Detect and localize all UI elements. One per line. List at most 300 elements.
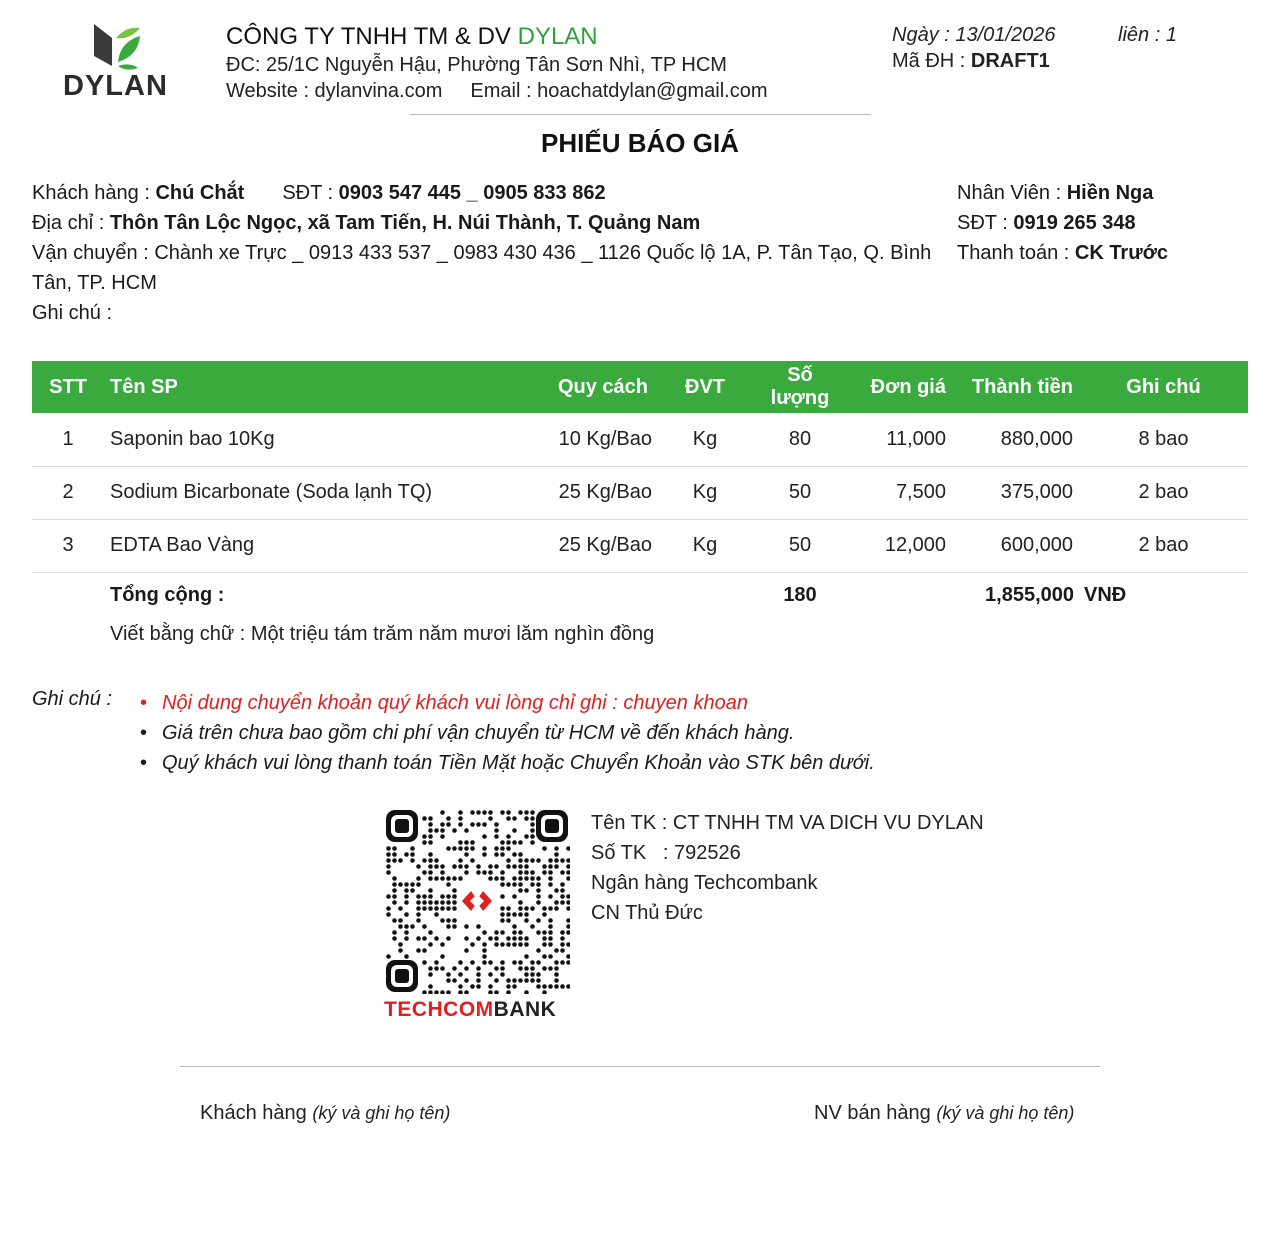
- qr-module: [530, 966, 535, 971]
- customer-name-value: Chú Chắt: [155, 182, 245, 204]
- qr-module: [428, 942, 433, 947]
- qr-module: [422, 924, 427, 929]
- qr-module: [548, 942, 553, 947]
- company-name: [226, 22, 768, 52]
- qr-module: [518, 882, 523, 887]
- qr-module: [398, 858, 403, 863]
- bank-branch: CN Thủ Đức: [591, 902, 703, 924]
- qr-module: [554, 858, 559, 863]
- qr-module: [512, 960, 517, 965]
- cell-note: 2 bao: [1079, 466, 1248, 519]
- qr-module: [536, 888, 541, 893]
- qr-module: [482, 810, 487, 815]
- company-email[interactable]: Email : hoachatdylan@gmail.com: [470, 80, 768, 102]
- qr-module: [410, 888, 415, 893]
- qr-module: [524, 864, 529, 869]
- qr-module: [392, 852, 397, 857]
- col-header-quantity: Số lượng: [770, 364, 830, 409]
- qr-module: [530, 858, 535, 863]
- qr-module: [506, 816, 511, 821]
- table-row: [32, 519, 1248, 572]
- qr-module: [392, 888, 397, 893]
- qr-module: [440, 822, 445, 827]
- qr-module: [470, 984, 475, 989]
- qr-module: [476, 936, 481, 941]
- qr-module: [428, 972, 433, 977]
- qr-module: [392, 930, 397, 935]
- qr-module: [494, 828, 499, 833]
- qr-module: [566, 960, 570, 965]
- qr-module: [440, 870, 445, 875]
- cell-unit: Kg: [658, 519, 752, 572]
- seller-signature-label: NV bán hàng: [814, 1102, 931, 1124]
- qr-module: [386, 912, 391, 917]
- qr-module: [392, 900, 397, 905]
- qr-module: [518, 852, 523, 857]
- qr-module: [404, 912, 409, 917]
- qr-module: [404, 954, 409, 959]
- qr-module: [392, 918, 397, 923]
- qr-module: [548, 870, 553, 875]
- qr-module: [512, 942, 517, 947]
- qr-module: [440, 900, 445, 905]
- qr-module: [494, 942, 499, 947]
- qr-module: [428, 834, 433, 839]
- qr-module: [452, 828, 457, 833]
- notes-label: Ghi chú :: [32, 688, 113, 710]
- qr-module: [536, 876, 541, 881]
- qr-module: [548, 930, 553, 935]
- qr-module: [422, 816, 427, 821]
- cell-unit: Kg: [658, 413, 752, 466]
- qr-module: [494, 978, 499, 983]
- qr-module: [452, 924, 457, 929]
- qr-module: [494, 852, 499, 857]
- table-header-row: [32, 361, 1248, 413]
- order-code-value: DRAFT1: [970, 50, 1050, 72]
- qr-module: [542, 864, 547, 869]
- qr-module: [494, 846, 499, 851]
- qr-module: [446, 924, 451, 929]
- qr-module: [554, 984, 559, 989]
- qr-module: [446, 894, 451, 899]
- qr-module: [554, 846, 559, 851]
- qr-module: [560, 930, 565, 935]
- customer-note-label: Ghi chú :: [32, 302, 113, 324]
- bank-logo-dark: BANK: [493, 998, 557, 1021]
- qr-module: [422, 960, 427, 965]
- qr-finder-top-left: [386, 810, 418, 842]
- qr-module: [488, 990, 493, 994]
- qr-module: [512, 840, 517, 845]
- qr-module: [422, 870, 427, 875]
- qr-module: [458, 858, 463, 863]
- company-header: [226, 22, 768, 104]
- qr-module: [434, 876, 439, 881]
- qr-module: [524, 906, 529, 911]
- table-row: [32, 466, 1248, 519]
- qr-module: [488, 816, 493, 821]
- qr-module: [458, 864, 463, 869]
- qr-module: [428, 888, 433, 893]
- staff-name-label: Nhân Viên :: [957, 182, 1062, 204]
- qr-module: [470, 840, 475, 845]
- payment-value: CK Trước: [1074, 242, 1169, 264]
- qr-module: [452, 900, 457, 905]
- qr-module: [554, 864, 559, 869]
- qr-module: [464, 936, 469, 941]
- qr-module: [488, 984, 493, 989]
- qr-module: [434, 912, 439, 917]
- customer-info: [32, 178, 932, 328]
- qr-module: [422, 900, 427, 905]
- cell-product: Saponin bao 10Kg: [104, 413, 548, 466]
- qr-module: [488, 972, 493, 977]
- qr-module: [524, 834, 529, 839]
- qr-module: [440, 894, 445, 899]
- qr-module: [524, 810, 529, 815]
- qr-module: [566, 894, 570, 899]
- qr-module: [524, 978, 529, 983]
- total-label: Tổng cộng :: [110, 584, 225, 606]
- qr-module: [422, 894, 427, 899]
- qr-module: [428, 906, 433, 911]
- qr-module: [554, 972, 559, 977]
- qr-module: [518, 966, 523, 971]
- qr-module: [524, 990, 529, 994]
- qr-module: [416, 876, 421, 881]
- qr-module: [506, 936, 511, 941]
- qr-module: [464, 846, 469, 851]
- qr-module: [482, 834, 487, 839]
- qr-module: [428, 870, 433, 875]
- total-quantity: 180: [783, 584, 817, 606]
- qr-module: [566, 906, 570, 911]
- qr-module: [440, 918, 445, 923]
- bank-name: Ngân hàng Techcombank: [591, 872, 818, 894]
- qr-module: [506, 882, 511, 887]
- qr-module: [530, 834, 535, 839]
- qr-module: [428, 828, 433, 833]
- col-header-product: Tên SP: [110, 375, 178, 398]
- qr-module: [512, 936, 517, 941]
- qr-module: [464, 864, 469, 869]
- col-header-amount: Thành tiền: [971, 375, 1073, 398]
- qr-module: [452, 906, 457, 911]
- order-code: [892, 48, 1050, 74]
- qr-module: [506, 846, 511, 851]
- qr-module: [560, 882, 565, 887]
- qr-module: [464, 948, 469, 953]
- qr-module: [392, 936, 397, 941]
- qr-module: [458, 972, 463, 977]
- qr-module: [506, 990, 511, 994]
- qr-module: [566, 900, 570, 905]
- qr-module: [560, 870, 565, 875]
- qr-module: [500, 972, 505, 977]
- qr-module: [500, 918, 505, 923]
- qr-module: [530, 840, 535, 845]
- qr-module: [566, 984, 570, 989]
- qr-module: [554, 906, 559, 911]
- qr-module: [542, 930, 547, 935]
- qr-module: [416, 900, 421, 905]
- qr-module: [524, 858, 529, 863]
- qr-module: [482, 942, 487, 947]
- qr-module: [488, 810, 493, 815]
- qr-module: [446, 906, 451, 911]
- qr-module: [488, 936, 493, 941]
- logo-text: DYLAN: [63, 70, 168, 102]
- qr-module: [542, 942, 547, 947]
- qr-module: [494, 966, 499, 971]
- qr-module: [524, 936, 529, 941]
- qr-module: [512, 984, 517, 989]
- cell-stt: 3: [32, 519, 104, 572]
- qr-module: [530, 972, 535, 977]
- qr-module: [476, 924, 481, 929]
- qr-module: [452, 894, 457, 899]
- qr-module: [548, 906, 553, 911]
- qr-module: [386, 954, 391, 959]
- qr-module: [524, 954, 529, 959]
- qr-module: [554, 960, 559, 965]
- qr-module: [536, 978, 541, 983]
- qr-module: [518, 936, 523, 941]
- qr-module: [500, 876, 505, 881]
- qr-module: [500, 846, 505, 851]
- bank-info: [591, 808, 984, 928]
- qr-module: [446, 918, 451, 923]
- qr-module: [530, 828, 535, 833]
- qr-module: [470, 942, 475, 947]
- qr-module: [530, 816, 535, 821]
- qr-module: [542, 966, 547, 971]
- shipping-line: [32, 238, 932, 298]
- qr-module: [554, 888, 559, 893]
- qr-module: [512, 912, 517, 917]
- qr-module: [488, 876, 493, 881]
- qr-module: [536, 972, 541, 977]
- qr-module: [512, 828, 517, 833]
- qr-module: [416, 918, 421, 923]
- qr-module: [500, 810, 505, 815]
- customer-name-label: Khách hàng :: [32, 182, 150, 204]
- qr-module: [566, 858, 570, 863]
- qr-module: [410, 858, 415, 863]
- qr-module: [458, 840, 463, 845]
- qr-module: [416, 864, 421, 869]
- qr-module: [566, 924, 570, 929]
- qr-module: [458, 990, 463, 994]
- col-header-spec: Quy cách: [557, 375, 649, 398]
- qr-module: [548, 924, 553, 929]
- bank-logo-red: TECHCOM: [384, 998, 494, 1021]
- qr-module: [506, 906, 511, 911]
- qr-module: [542, 912, 547, 917]
- signature-divider: [180, 1066, 1100, 1067]
- qr-module: [494, 864, 499, 869]
- qr-module: [530, 870, 535, 875]
- qr-module: [536, 930, 541, 935]
- qr-module: [476, 978, 481, 983]
- customer-phone-value: 0903 547 445 _ 0905 833 862: [338, 182, 606, 204]
- qr-module: [518, 906, 523, 911]
- qr-module: [542, 936, 547, 941]
- bank-account-name: Tên TK : CT TNHH TM VA DICH VU DYLAN: [591, 812, 984, 834]
- company-website[interactable]: Website : dylanvina.com: [226, 80, 443, 102]
- qr-module: [536, 960, 541, 965]
- qr-module: [500, 960, 505, 965]
- qr-module: [518, 870, 523, 875]
- qr-module: [434, 936, 439, 941]
- cell-spec: 25 Kg/Bao: [548, 466, 658, 519]
- qr-module: [422, 906, 427, 911]
- qr-module: [392, 894, 397, 899]
- qr-module: [566, 846, 570, 851]
- qr-module: [428, 990, 433, 994]
- qr-module: [440, 906, 445, 911]
- qr-module: [554, 966, 559, 971]
- qr-module: [500, 942, 505, 947]
- qr-module: [416, 906, 421, 911]
- techcombank-logo: [384, 998, 556, 1022]
- company-name-brand: DYLAN: [517, 23, 598, 50]
- qr-module: [506, 984, 511, 989]
- qr-module: [566, 942, 570, 947]
- qr-module: [404, 894, 409, 899]
- qr-module: [494, 990, 499, 994]
- qr-module: [452, 978, 457, 983]
- staff-name-value: Hiền Nga: [1066, 182, 1154, 204]
- cell-amount: 880,000: [952, 413, 1079, 466]
- qr-module: [518, 840, 523, 845]
- qr-module: [440, 966, 445, 971]
- qr-module: [488, 870, 493, 875]
- qr-module: [512, 816, 517, 821]
- qr-module: [458, 984, 463, 989]
- customer-address-value: Thôn Tân Lộc Ngọc, xã Tam Tiến, H. Núi Thành, T. Quảng Nam: [109, 212, 701, 234]
- qr-module: [458, 810, 463, 815]
- qr-module: [482, 846, 487, 851]
- staff-phone-line: [957, 208, 1257, 238]
- qr-module: [560, 942, 565, 947]
- qr-module: [428, 822, 433, 827]
- qr-module: [530, 876, 535, 881]
- qr-module: [518, 912, 523, 917]
- qr-module: [446, 816, 451, 821]
- qr-module: [410, 852, 415, 857]
- qr-module: [560, 888, 565, 893]
- qr-module: [536, 984, 541, 989]
- qr-module: [428, 816, 433, 821]
- company-contact: [226, 78, 768, 104]
- qr-module: [548, 894, 553, 899]
- qr-module: [476, 984, 481, 989]
- qr-module: [422, 840, 427, 845]
- qr-module: [560, 900, 565, 905]
- col-header-note: Ghi chú: [1126, 375, 1201, 398]
- qr-module: [500, 912, 505, 917]
- qr-module: [512, 876, 517, 881]
- col-header-unit: ĐVT: [685, 375, 725, 398]
- qr-module: [542, 906, 547, 911]
- order-date-value: 13/01/2026: [955, 24, 1056, 46]
- qr-module: [482, 960, 487, 965]
- qr-module: [398, 918, 403, 923]
- qr-module: [548, 876, 553, 881]
- copy-number-value: 1: [1165, 24, 1177, 46]
- qr-module: [548, 984, 553, 989]
- qr-module: [476, 870, 481, 875]
- qr-module: [464, 978, 469, 983]
- qr-module: [398, 882, 403, 887]
- qr-module: [464, 966, 469, 971]
- qr-module: [512, 864, 517, 869]
- qr-module: [452, 966, 457, 971]
- qr-module: [416, 912, 421, 917]
- header-divider: [410, 114, 871, 115]
- qr-module: [428, 852, 433, 857]
- qr-module: [392, 858, 397, 863]
- qr-module: [464, 870, 469, 875]
- customer-signature-label: Khách hàng: [200, 1102, 307, 1124]
- customer-name-line: [32, 178, 932, 208]
- qr-module: [398, 906, 403, 911]
- qr-module: [470, 810, 475, 815]
- cell-quantity: 50: [752, 519, 848, 572]
- qr-module: [386, 894, 391, 899]
- cell-spec: 10 Kg/Bao: [548, 413, 658, 466]
- qr-module: [422, 948, 427, 953]
- qr-module: [512, 930, 517, 935]
- qr-module: [548, 882, 553, 887]
- qr-module: [548, 936, 553, 941]
- qr-module: [482, 870, 487, 875]
- qr-module: [434, 906, 439, 911]
- copy-number-label: liên :: [1118, 24, 1161, 46]
- qr-module: [470, 846, 475, 851]
- shipping-value: Chành xe Trực _ 0913 433 537 _ 0983 430 436 _ 1126 Quốc lộ 1A, P. Tân Tạo, Q. Bình Tân, TP. HCM: [32, 242, 932, 294]
- page-title: PHIẾU BÁO GIÁ: [541, 128, 739, 158]
- qr-module: [404, 852, 409, 857]
- qr-module: [482, 930, 487, 935]
- qr-module: [560, 984, 565, 989]
- qr-module: [404, 888, 409, 893]
- qr-module: [446, 990, 451, 994]
- qr-module: [566, 954, 570, 959]
- total-currency: VNĐ: [1084, 584, 1127, 606]
- qr-module: [524, 972, 529, 977]
- note-item: • Quý khách vui lòng thanh toán Tiền Mặt hoặc Chuyển Khoản vào STK bên dưới.: [136, 748, 875, 778]
- qr-module: [542, 846, 547, 851]
- qr-module: [488, 960, 493, 965]
- qr-module: [458, 822, 463, 827]
- cell-note: 8 bao: [1079, 413, 1248, 466]
- qr-module: [470, 960, 475, 965]
- qr-module: [440, 990, 445, 994]
- shipping-label: Vận chuyển :: [32, 242, 149, 264]
- qr-module: [464, 840, 469, 845]
- qr-module: [434, 900, 439, 905]
- qr-module: [518, 858, 523, 863]
- qr-module: [428, 930, 433, 935]
- qr-module: [416, 894, 421, 899]
- bank-account-number: Số TK : 792526: [591, 842, 741, 864]
- qr-module: [512, 924, 517, 929]
- qr-module: [524, 918, 529, 923]
- qr-module: [434, 864, 439, 869]
